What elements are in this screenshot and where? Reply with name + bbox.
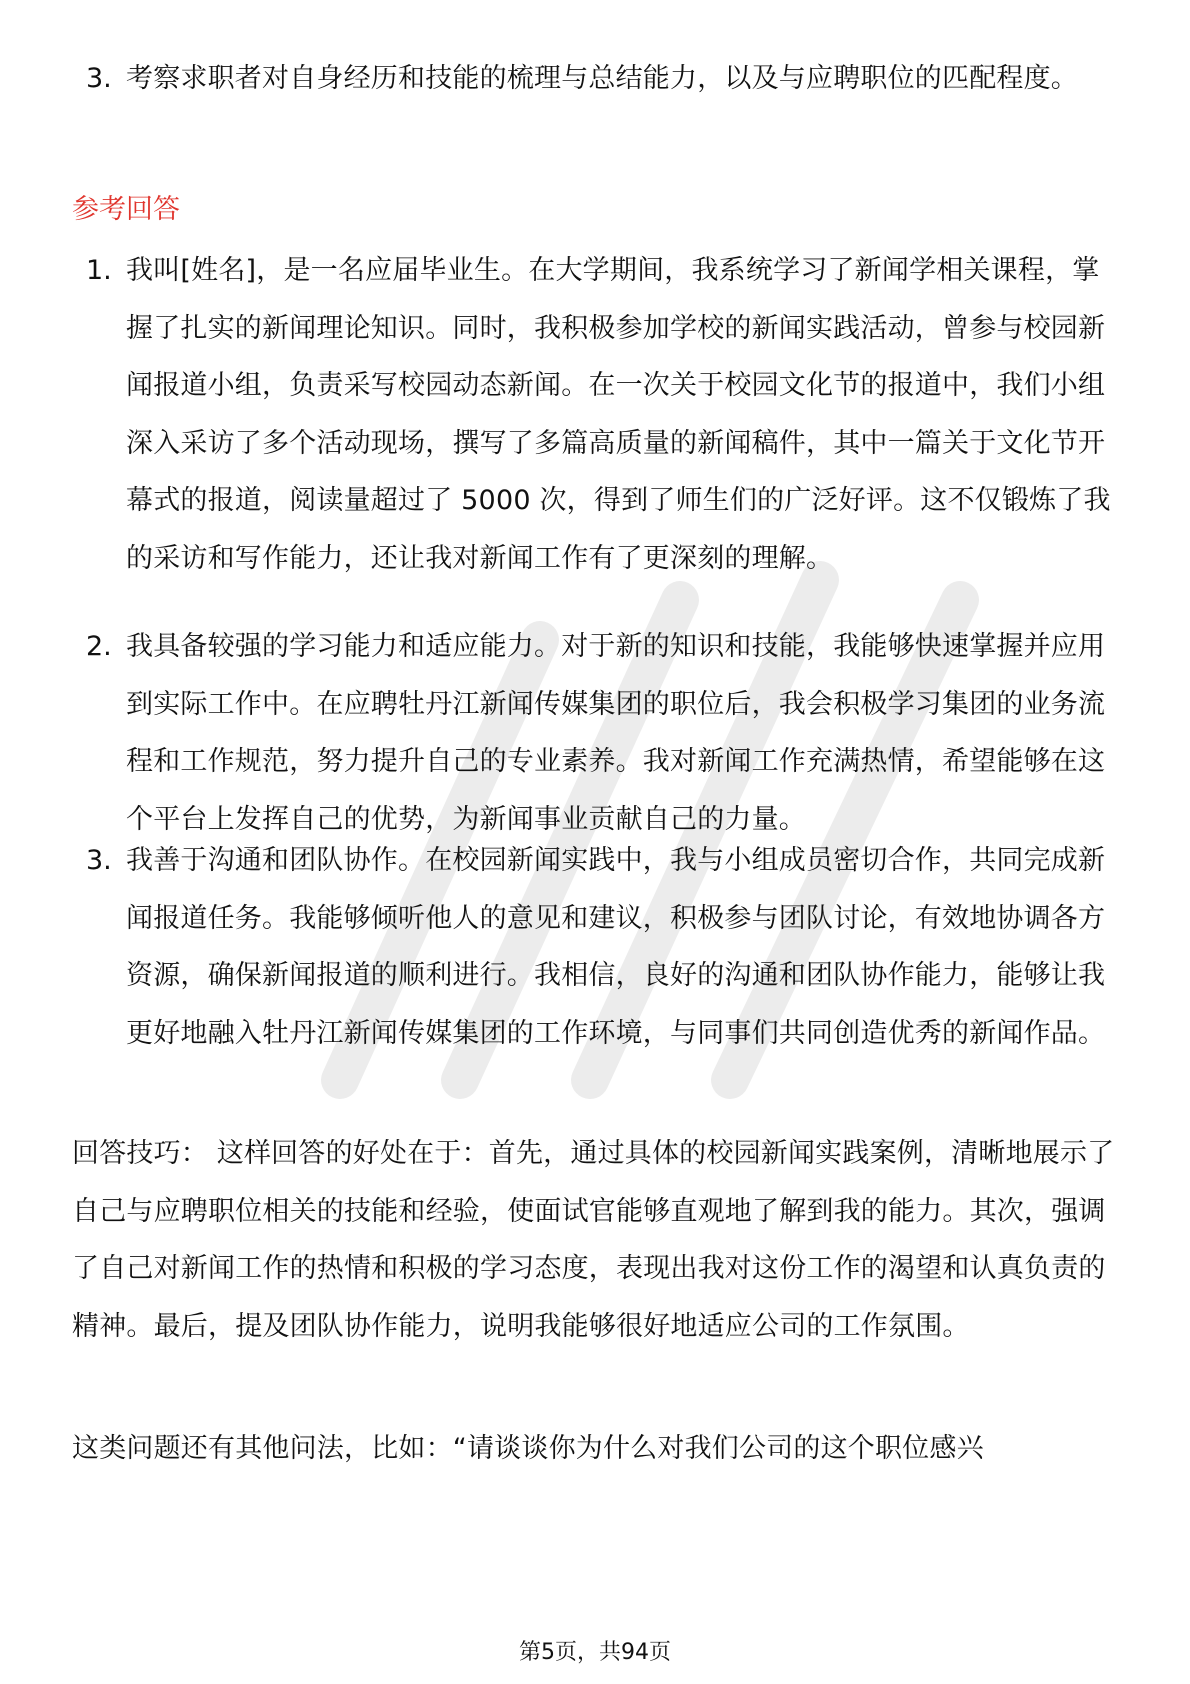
- intro-item-text: 考察求职者对自身经历和技能的梳理与总结能力，以及与应聘职位的匹配程度。: [126, 63, 1078, 94]
- answer-heading: 参考回答: [72, 194, 180, 225]
- answer-item-text: 我具备较强的学习能力和适应能力。对于新的知识和技能，我能够快速掌握并应用到实际工作中。在应聘牡丹江新闻传媒集团的职位后，我会积极学习集团的业务流程和工作规范，努力提升自己的专业素养。我对新闻工作充满热情，希望能够在这个平台上发挥自己的优势，为新闻事业贡献自己的力量。: [126, 631, 1106, 835]
- other-questions-paragraph: 这类问题还有其他问法，比如：“请谈谈你为什么对我们公司的这个职位感兴: [72, 1433, 984, 1464]
- answer-item-text: 我善于沟通和团队协作。在校园新闻实践中，我与小组成员密切合作，共同完成新闻报道任务。我能够倾听他人的意见和建议，积极参与团队讨论，有效地协调各方资源，确保新闻报道的顺利进行。我相信，良好的沟通和团队协作能力，能够让我更好地融入牡丹江新闻传媒集团的工作环境，与同事们共同创造优秀的新闻作品。: [126, 845, 1106, 1049]
- answer-item-number: 1.: [86, 255, 112, 286]
- tips-paragraph: 回答技巧： 这样回答的好处在于：首先，通过具体的校园新闻实践案例，清晰地展示了自己与应聘职位相关的技能和经验，使面试官能够直观地了解到我的能力。其次，强调了自己对新闻工作的热情和积极的学习态度，表现出我对这份工作的渴望和认真负责的精神。最后，提及团队协作能力，说明我能够很好地适应公司的工作氛围。: [72, 1138, 1115, 1342]
- answer-item-number: 3.: [86, 845, 112, 876]
- page-footer: 第5页，共94页: [519, 1640, 671, 1665]
- answer-item-text: 我叫[姓名]，是一名应届毕业生。在大学期间，我系统学习了新闻学相关课程，掌握了扎实的新闻理论知识。同时，我积极参加学校的新闻实践活动，曾参与校园新闻报道小组，负责采写校园动态新闻。在一次关于校园文化节的报道中，我们小组深入采访了多个活动现场，撰写了多篇高质量的新闻稿件，其中一篇关于文化节开幕式的报道，阅读量超过了 5000 次，得到了师生们的广泛好评。这不仅锻炼了我的采访和写作能力，还让我对新闻工作有了更深刻的理解。: [126, 255, 1111, 574]
- intro-item-number: 3.: [86, 63, 112, 94]
- answer-item-number: 2.: [86, 631, 112, 662]
